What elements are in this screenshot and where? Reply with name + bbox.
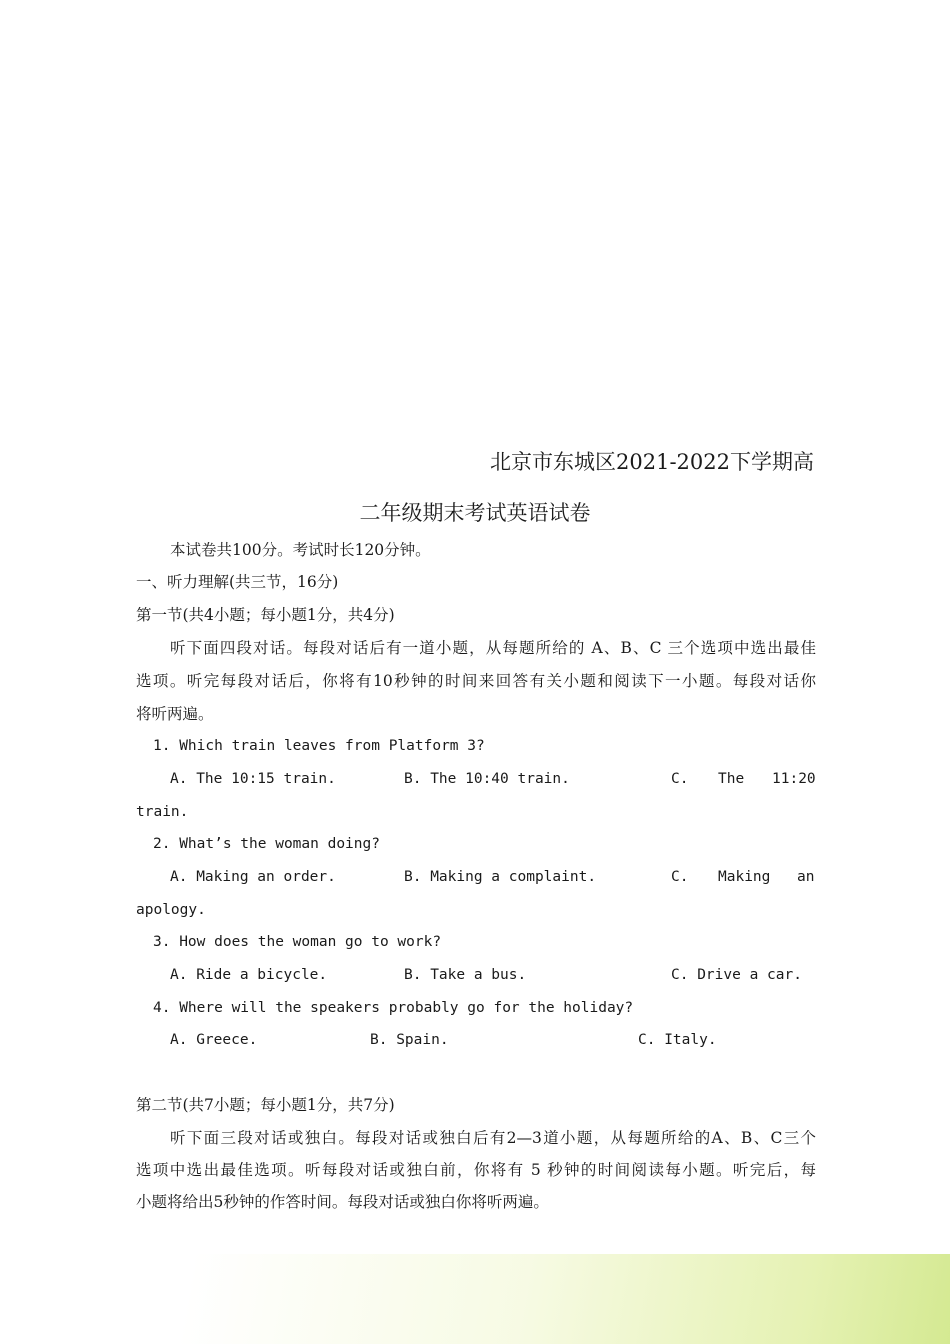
section1-instruction-line: 听下面四段对话。每段对话后有一道小题，从每题所给的 A、B、C 三个选项中选出最佳: [170, 639, 816, 657]
section1-instruction-line: 将听两遍。: [136, 705, 214, 723]
option-c: C. Drive a car.: [671, 967, 802, 983]
option-b: B. The 10:40 train.: [404, 771, 570, 787]
option-a: A. Making an order.: [170, 869, 336, 885]
section1-instruction-line: 选项。听完每段对话后，你将有10秒钟的时间来回答有关小题和阅读下一小题。每段对话你: [136, 672, 816, 690]
option-c-text: 11:20: [772, 771, 816, 787]
section1-heading: 第一节(共4小题；每小题1分，共4分): [136, 606, 395, 624]
option-c-text: an: [797, 869, 815, 885]
option-b: B. Spain.: [370, 1032, 449, 1048]
section2-instruction-line: 小题将给出5秒钟的作答时间。每段对话或独白你将听两遍。: [136, 1193, 549, 1211]
option-b: B. Take a bus.: [404, 967, 527, 983]
title-line-2: 二年级期末考试英语试卷: [359, 501, 591, 525]
option-a: A. Greece.: [170, 1032, 258, 1048]
option-c-letter: C.: [671, 869, 689, 885]
section2-instruction-line: 选项中选出最佳选项。听每段对话或独白前，你将有 5 秒钟的时间阅读每小题。听完后，每: [136, 1161, 816, 1179]
page-bottom-tint: [0, 1254, 950, 1344]
option-c-text: Making: [718, 869, 771, 885]
question-stem: 4. Where will the speakers probably go for the holiday?: [153, 1000, 634, 1016]
section2-instruction-line: 听下面三段对话或独白。每段对话或独白后有2—3道小题，从每题所给的A、B、C三个: [170, 1129, 816, 1147]
option-a: A. The 10:15 train.: [170, 771, 336, 787]
exam-intro: 本试卷共100分。考试时长120分钟。: [170, 541, 431, 559]
part1-heading: 一、听力理解(共三节，16分): [136, 573, 339, 591]
option-b: B. Making a complaint.: [404, 869, 597, 885]
option-c-wrap: apology.: [136, 902, 206, 918]
option-c-text: The: [718, 771, 745, 787]
question-stem: 1. Which train leaves from Platform 3?: [153, 738, 485, 754]
option-c-letter: C.: [671, 771, 689, 787]
option-c-wrap: train.: [136, 804, 189, 820]
option-a: A. Ride a bicycle.: [170, 967, 328, 983]
question-stem: 2. What’s the woman doing?: [153, 836, 380, 852]
question-stem: 3. How does the woman go to work?: [153, 934, 442, 950]
section2-heading: 第二节(共7小题；每小题1分，共7分): [136, 1096, 395, 1114]
option-c: C. Italy.: [638, 1032, 717, 1048]
title-line-1: 北京市东城区2021-2022下学期高: [490, 450, 814, 474]
